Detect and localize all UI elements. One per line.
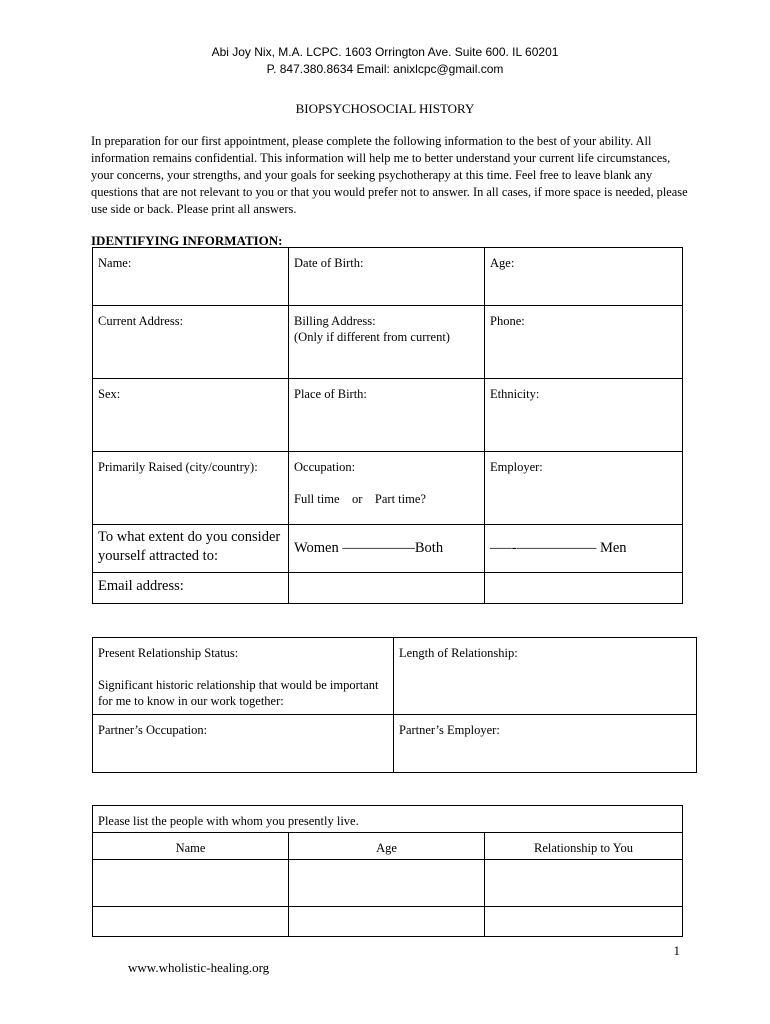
partner-occupation-field[interactable] [93, 715, 394, 773]
or-text: or [352, 492, 363, 506]
intro-paragraph: In preparation for our first appointment, please complete the following information to the best of your ability. All information remains confidential. This information will help me to better understand your current life circumstances, your concerns, your strengths, and your goals for seeking psychotherapy at this time. Feel free to leave blank any questions that are not relevant to you or that you would prefer not to answer. In all cases, if more space is needed, please use side or back. Please print all answers. [91, 134, 688, 216]
household-age-cell[interactable] [289, 860, 485, 907]
footer-website[interactable]: www.wholistic-healing.org [128, 960, 270, 975]
email-label: Email address: [98, 578, 184, 594]
primarily-raised-label: Primarily Raised (city/country): [98, 460, 258, 474]
ethnicity-field[interactable] [485, 379, 683, 452]
header-line-1: Abi Joy Nix, M.A. LCPC. 1603 Orrington Ave. Suite 600. IL 60201 [211, 45, 559, 59]
household-relationship-cell[interactable] [485, 907, 683, 937]
name-field[interactable] [93, 248, 289, 306]
household-relationship-cell[interactable] [485, 860, 683, 907]
header-line-2: P. 847.380.8634 Email: anixlcpc@gmail.com [266, 62, 504, 76]
phone-label: Phone: [490, 314, 525, 328]
partner-employer-field[interactable] [394, 715, 697, 773]
dob-field[interactable] [289, 248, 485, 306]
phone-field[interactable] [485, 306, 683, 379]
relationship-length-field[interactable] [394, 638, 697, 715]
col-header-age: Age [289, 833, 485, 860]
col-header-relationship: Relationship to You [485, 833, 683, 860]
dob-label: Date of Birth: [294, 256, 364, 270]
relationship-table [92, 637, 697, 773]
household-age-cell[interactable] [289, 907, 485, 937]
identifying-table [92, 247, 683, 604]
employer-label: Employer: [490, 460, 543, 474]
household-name-cell[interactable] [93, 860, 289, 907]
email-field-extra[interactable] [485, 573, 683, 604]
email-field[interactable] [289, 573, 485, 604]
partner-employer-label: Partner’s Employer: [399, 723, 500, 737]
part-time-option[interactable]: Part time? [374, 492, 426, 506]
billing-address-field[interactable] [289, 306, 485, 379]
billing-address-note: (Only if different from current) [294, 330, 450, 344]
attraction-scale-left[interactable] [289, 525, 485, 573]
occupation-field[interactable] [289, 452, 485, 525]
full-time-option[interactable]: Full time [294, 492, 340, 506]
billing-address-label: Billing Address: [294, 314, 376, 328]
current-address-label: Current Address: [98, 314, 184, 328]
attraction-question: To what extent do you consider yourself attracted to: [98, 529, 281, 564]
sex-label: Sex: [98, 387, 121, 401]
name-label: Name: [98, 256, 132, 270]
relationship-status-label: Present Relationship Status: [98, 646, 239, 660]
place-of-birth-field[interactable] [289, 379, 485, 452]
age-field[interactable] [485, 248, 683, 306]
page-number: 1 [673, 943, 680, 958]
sex-field[interactable] [93, 379, 289, 452]
current-address-field[interactable] [93, 306, 289, 379]
col-header-name: Name [93, 833, 289, 860]
partner-occupation-label: Partner’s Occupation: [98, 723, 208, 737]
relationship-status-field[interactable] [93, 638, 394, 715]
occupation-label: Occupation: [294, 460, 356, 474]
attraction-scale-right[interactable] [485, 525, 683, 573]
primarily-raised-field[interactable] [93, 452, 289, 525]
age-label: Age: [490, 256, 515, 270]
email-label-cell [93, 573, 289, 604]
identifying-heading: IDENTIFYING INFORMATION: [91, 233, 283, 248]
scale-men: –––-––––––––––– Men [490, 540, 627, 556]
scale-women-both: Women ––––––––––Both [294, 540, 444, 556]
household-table [92, 805, 683, 937]
page-title: BIOPSYCHOSOCIAL HISTORY [295, 101, 475, 116]
attraction-question-cell [93, 525, 289, 573]
household-prompt-cell [93, 806, 683, 833]
significant-relationship-label: Significant historic relationship that would be important for me to know in our work together: [98, 678, 379, 708]
place-of-birth-label: Place of Birth: [294, 387, 367, 401]
household-prompt: Please list the people with whom you presently live. [98, 814, 359, 828]
relationship-length-label: Length of Relationship: [399, 646, 518, 660]
employer-field[interactable] [485, 452, 683, 525]
household-name-cell[interactable] [93, 907, 289, 937]
ethnicity-label: Ethnicity: [490, 387, 540, 401]
